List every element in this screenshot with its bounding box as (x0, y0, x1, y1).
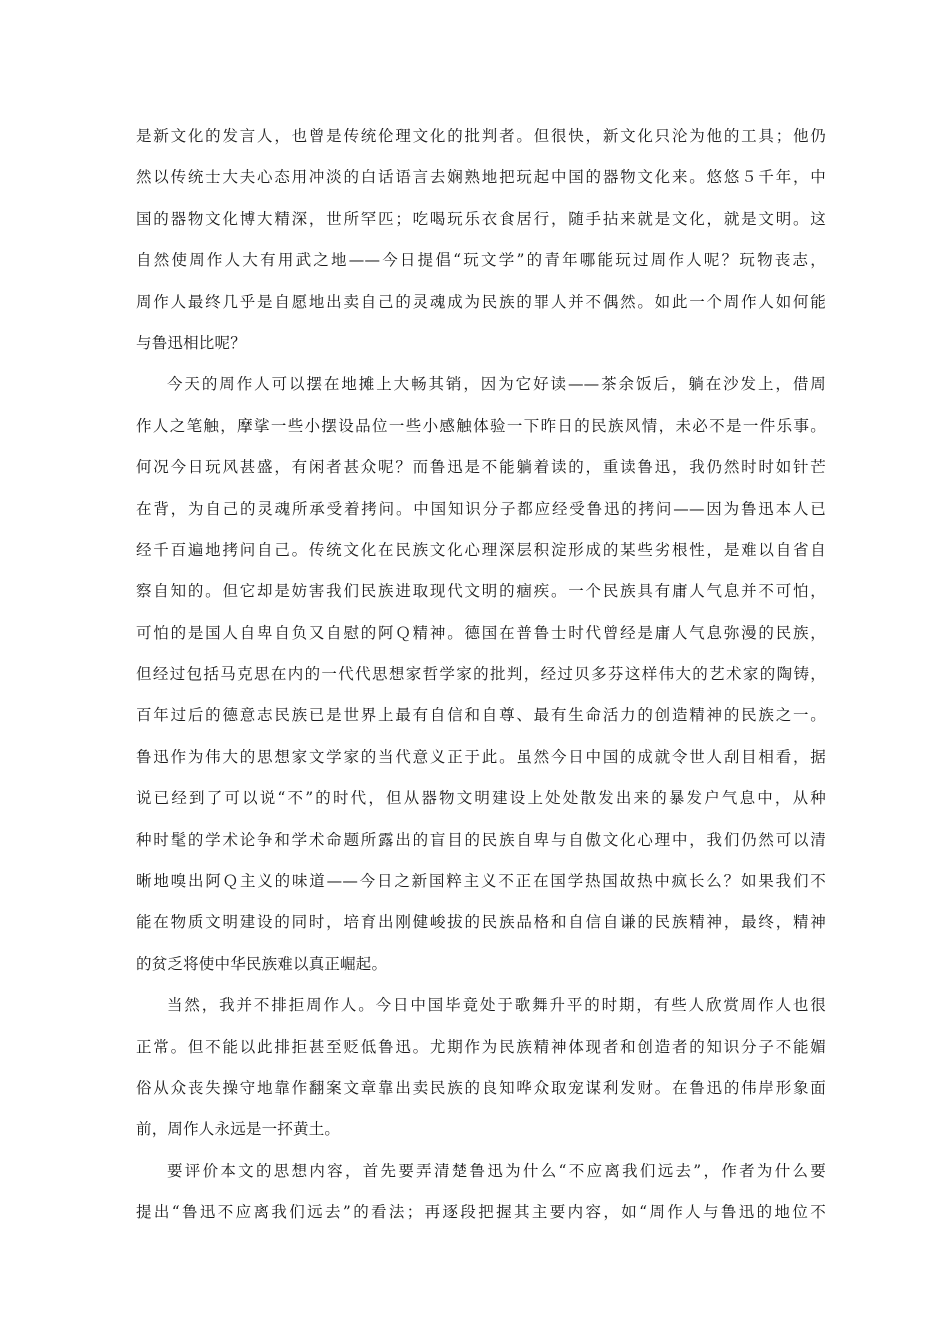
text-line: 但经过包括马克思在内的一代代思想家哲学家的批判，经过贝多芬这样伟大的艺术家的陶铸， (136, 665, 826, 684)
text-line: 经千百遍地拷问自己。传统文化在民族文化心理深层积淀形成的某些劣根性，是难以自省自 (136, 540, 826, 559)
text-line: 自然使周作人大有用武之地——今日提倡“玩文学”的青年哪能玩过周作人呢？玩物丧志， (136, 251, 826, 270)
text-line: 种时髦的学术论争和学术命题所露出的盲目的民族自卑与自傲文化心理中，我们仍然可以清 (136, 830, 826, 849)
text-line: 能在物质文明建设的同时，培育出刚健峻拔的民族品格和自信自谦的民族精神，最终，精神 (136, 913, 826, 932)
text-line: 说已经到了可以说“不”的时代，但从器物文明建设上处处散发出来的暴发户气息中，从种 (136, 789, 826, 808)
text-line: 今天的周作人可以摆在地摊上大畅其销，因为它好读——茶余饭后，躺在沙发上，借周 (167, 375, 826, 394)
text-line: 前，周作人永远是一抔黄土。 (136, 1120, 341, 1139)
text-line: 是新文化的发言人，也曾是传统伦理文化的批判者。但很快，新文化只沦为他的工具；他仍 (136, 127, 826, 145)
text-line: 提出“鲁迅不应离我们远去”的看法；再逐段把握其主要内容，如“周作人与鲁迅的地位不 (136, 1203, 826, 1222)
text-line: 俗从众丧失操守地靠作翻案文章靠出卖民族的良知哗众取宠谋利发财。在鲁迅的伟岸形象面 (136, 1078, 826, 1097)
text-line: 百年过后的德意志民族已是世界上最有自信和自尊、最有生命活力的创造精神的民族之一。 (136, 706, 826, 725)
text-line: 何况今日玩风甚盛，有闲者甚众呢？而鲁迅是不能躺着读的，重读鲁迅，我仍然时时如针芒 (136, 458, 826, 477)
text-line: 与鲁迅相比呢？ (136, 333, 246, 352)
text-line: 察自知的。但它却是妨害我们民族进取现代文明的痼疾。一个民族具有庸人气息并不可怕， (136, 582, 826, 601)
text-line: 要评价本文的思想内容，首先要弄清楚鲁迅为什么“不应离我们远去”，作者为什么要 (167, 1161, 826, 1180)
body-text (136, 116, 826, 1234)
text-line: 晰地嗅出阿Ｑ主义的味道——今日之新国粹主义不正在国学热国故热中疯长么？如果我们不 (136, 872, 826, 891)
text-line: 正常。但不能以此排拒甚至贬低鲁迅。尤期作为民族精神体现者和创造者的知识分子不能媚 (136, 1037, 826, 1056)
text-line: 周作人最终几乎是自愿地出卖自己的灵魂成为民族的罪人并不偶然。如此一个周作人如何能 (136, 292, 826, 311)
text-line: 的贫乏将使中华民族难以真正崛起。 (136, 954, 388, 973)
text-line: 然以传统士大夫心态用冲淡的白话语言去娴熟地把玩起中国的器物文化来。悠悠５千年，中 (136, 168, 826, 187)
text-line: 当然，我并不排拒周作人。今日中国毕竟处于歌舞升平的时期，有些人欣赏周作人也很 (167, 996, 826, 1015)
text-line: 可怕的是国人自卑自负又自慰的阿Ｑ精神。德国在普鲁士时代曾经是庸人气息弥漫的民族， (136, 623, 826, 642)
text-line: 在背，为自己的灵魂所承受着拷问。中国知识分子都应经受鲁迅的拷问——因为鲁迅本人已 (136, 499, 826, 518)
text-line: 作人之笔触，摩挲一些小摆设品位一些小感触体验一下昨日的民族风情，未必不是一件乐事。 (136, 416, 826, 435)
text-line: 国的器物文化博大精深，世所罕匹；吃喝玩乐衣食居行，随手拈来就是文化，就是文明。这 (136, 209, 826, 228)
text-line: 鲁迅作为伟大的思想家文学家的当代意义正于此。虽然今日中国的成就令世人刮目相看，据 (136, 747, 826, 766)
